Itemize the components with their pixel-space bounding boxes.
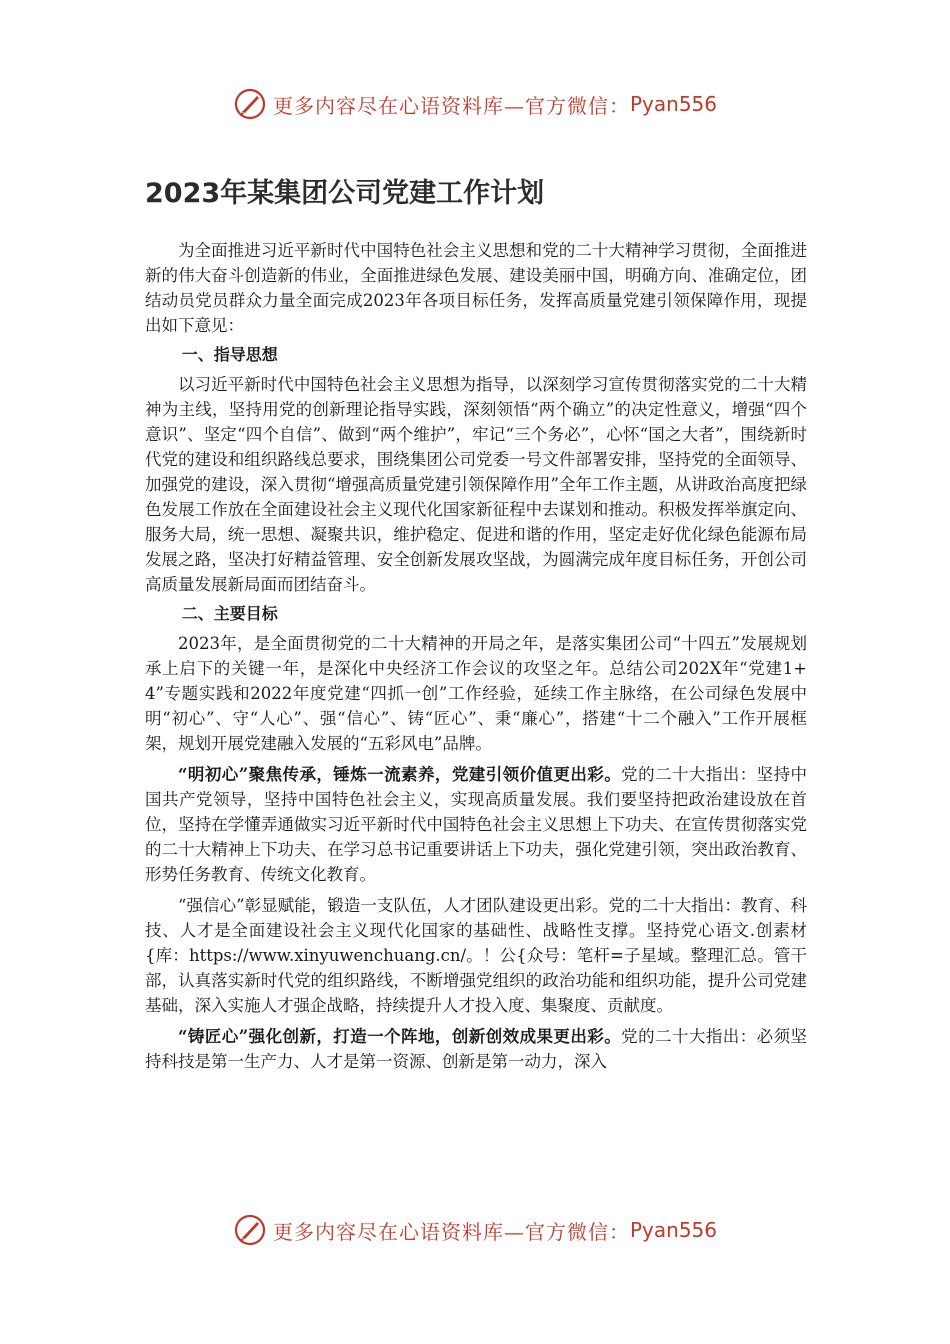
header-banner	[0, 82, 950, 126]
section-heading-main-goals: 二、主要目标	[181, 604, 278, 623]
item-zhu-jiangxin-body: 党的二十大指出：必须坚持科技是第一生产力、人才是第一资源、创新是第一动力，深入	[145, 1027, 808, 1071]
main-goals-paragraph: 2023年，是全面贯彻党的二十大精神的开局之年，是落实集团公司“十四五”发展规划承上启下的关键一年，是深化中央经济工作会议的攻坚之年。总结公司202X年“党建1+4”专题实践和2022年度党建“四抓一创”工作经验，延续工作主脉络，在公司绿色发展中明“初心”、守“人心”、强“信心”、铸“匠心”、秉“廉心”，搭建“十二个融入”工作开展框架，规划开展党建融入发展的“五彩风电”品牌。	[145, 634, 807, 753]
quill-logo-icon	[233, 1213, 267, 1247]
item-zhu-jiangxin-paragraph	[145, 1024, 807, 1074]
banner-wechat-id: Pyan556	[629, 1218, 717, 1242]
item-ming-chuxin-lead: “明初心”聚焦传承，锤炼一流素养，党建引领价值更出彩。	[178, 765, 622, 784]
footer-banner	[0, 1208, 950, 1252]
guiding-ideology-paragraph: 以习近平新时代中国特色社会主义思想为指导，以深刻学习宣传贯彻落实党的二十大精神为主线，坚持用党的创新理论指导实践，深刻领悟“两个确立”的决定性意义，增强“四个意识”、坚定“四个自信”、做到“两个维护”，牢记“三个务必”，心怀“国之大者”，围绕新时代党的建设和组织路线总要求，围绕集团公司党委一号文件部署安排，坚持党的全面领导、加强党的建设，深入贯彻“增强高质量党建引领保障作用”全年工作主题，从讲政治高度把绿色发展工作放在全面建设社会主义现代化国家新征程中去谋划和推动。积极发挥举旗定向、服务大局，统一思想、凝聚共识，维护稳定、促进和谐的作用，坚定走好优化绿色能源布局发展之路，坚决打好精益管理、安全创新发展攻坚战，为圆满完成年度目标任务，开创公司高质量发展新局面而团结奋斗。	[145, 375, 807, 594]
banner-text: 更多内容尽在心语资料库—官方微信：	[272, 1219, 630, 1244]
banner-wechat-id: Pyan556	[629, 92, 717, 116]
section-heading-guiding-ideology: 一、指导思想	[181, 345, 278, 364]
quill-logo-icon	[233, 87, 267, 121]
item-qiang-xinxin-paragraph: “强信心”彰显赋能，锻造一支队伍，人才团队建设更出彩。党的二十大指出：教育、科技、人才是全面建设社会主义现代化国家的基础性、战略性支撑。坚持党心语文.创素材{库：https://www.xinyuwenchuang.cn/。！公{众号：笔杆=子星域。整理汇总。管干部，认真落实新时代党的组织路线，不断增强党组织的政治功能和组织功能，提升公司党建基础，深入实施人才强企战略，持续提升人才投入度、集聚度、贡献度。	[145, 896, 807, 1015]
banner-text: 更多内容尽在心语资料库—官方微信：	[272, 93, 630, 118]
item-ming-chuxin-body: 党的二十大指出：坚持中国共产党领导，坚持中国特色社会主义，实现高质量发展。我们要坚持把政治建设放在首位，坚持在学懂弄通做实习近平新时代中国特色社会主义思想上下功夫、在宣传贯彻落实党的二十大精神上下功夫、在学习总书记重要讲话上下功夫，强化党建引领，突出政治教育、形势任务教育、传统文化教育。	[145, 765, 808, 884]
document-title: 2023年某集团公司党建工作计划	[145, 178, 545, 209]
intro-paragraph: 为全面推进习近平新时代中国特色社会主义思想和党的二十大精神学习贯彻，全面推进新的伟大奋斗创造新的伟业，全面推进绿色发展、建设美丽中国，明确方向、准确定位，团结动员党员群众力量全面完成2023年各项目标任务，发挥高质量党建引领保障作用，现提出如下意见：	[145, 241, 807, 335]
item-ming-chuxin-paragraph	[145, 762, 807, 887]
item-zhu-jiangxin-lead: “铸匠心”强化创新，打造一个阵地，创新创效成果更出彩。	[178, 1027, 622, 1046]
document-body	[145, 172, 807, 1074]
